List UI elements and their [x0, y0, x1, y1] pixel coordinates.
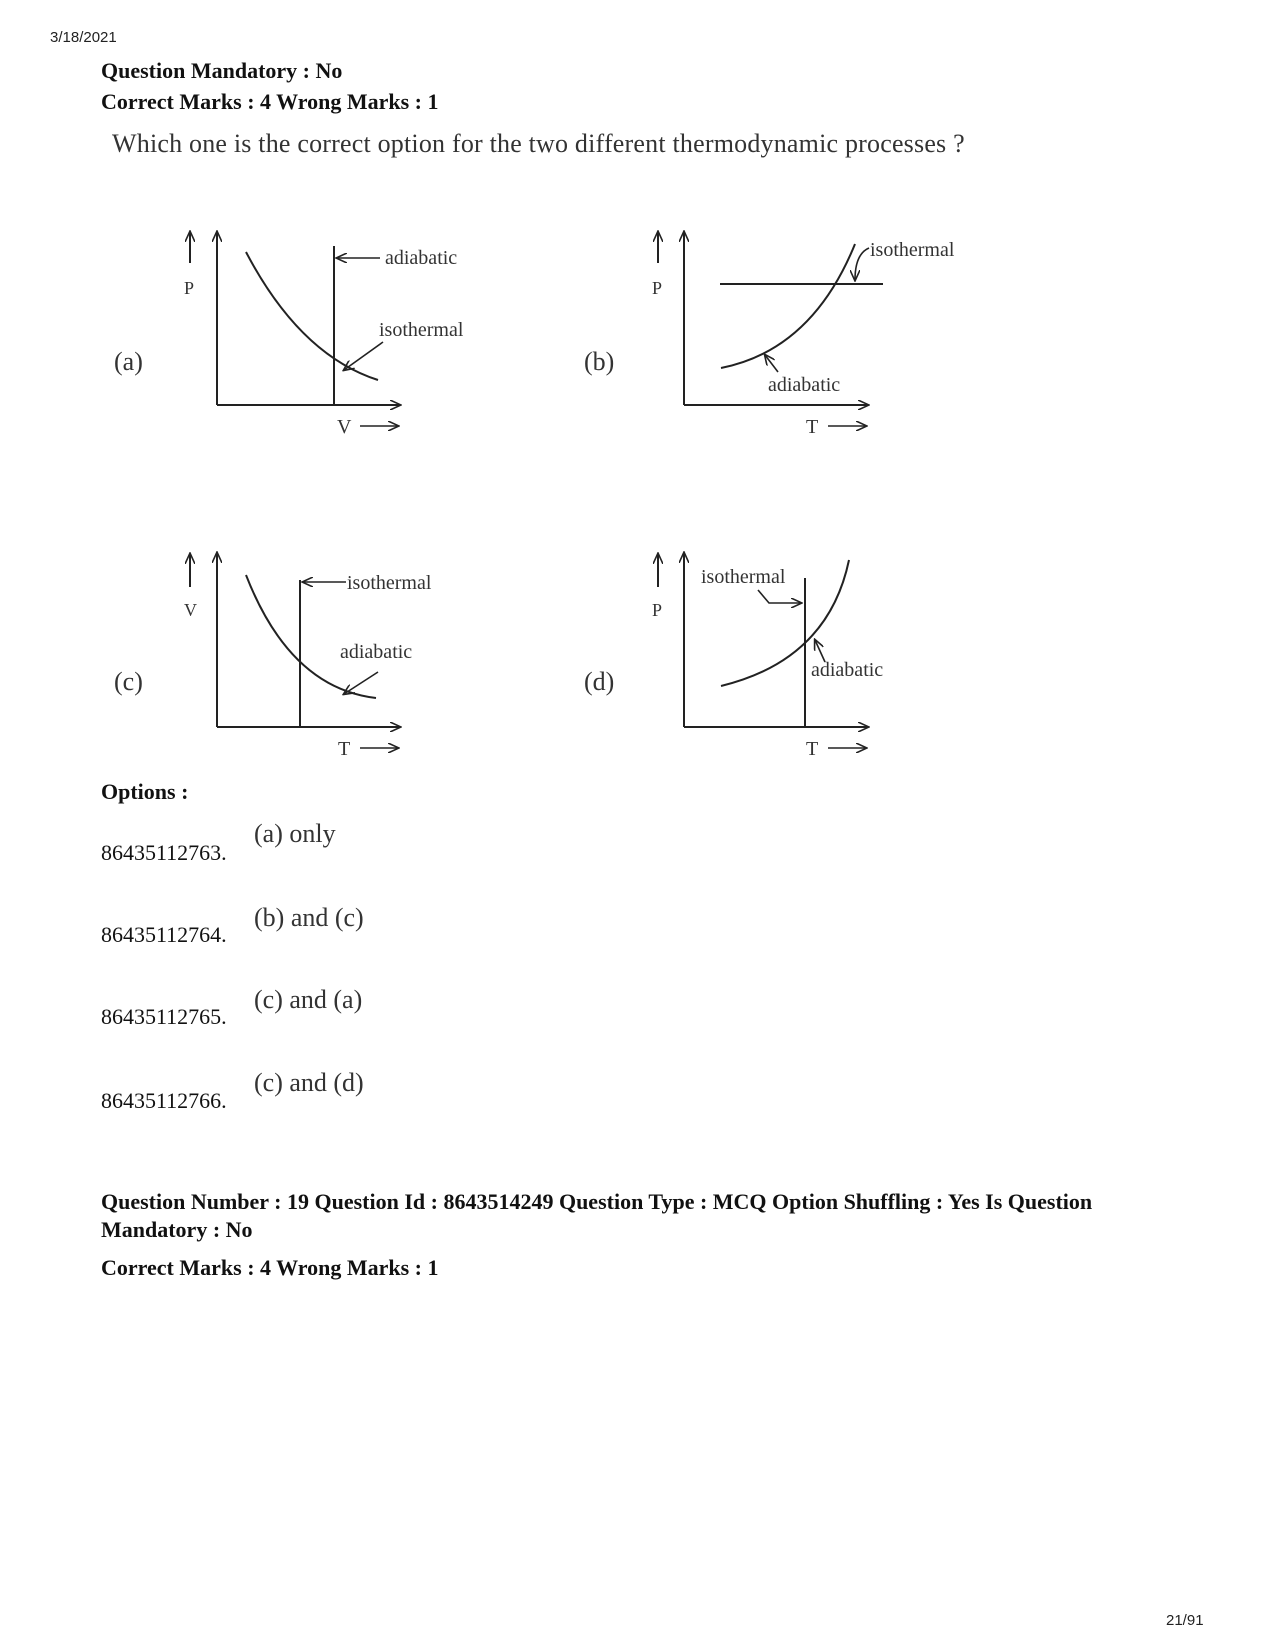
- graph-c-adiabatic-label: adiabatic: [340, 641, 413, 663]
- graph-b-adiabatic-curve: [721, 244, 855, 368]
- option-id: 86435112764.: [101, 922, 227, 947]
- graph-a-label: (a): [114, 347, 143, 376]
- graph-b-isothermal-label: isothermal: [870, 239, 955, 261]
- page-number: 21/91: [1166, 1612, 1204, 1629]
- print-date: 3/18/2021: [50, 29, 117, 46]
- options-heading: Options :: [101, 779, 189, 804]
- option-text: (b) and (c): [254, 903, 364, 932]
- question-text: Which one is the correct option for the two different thermodynamic processes ?: [112, 129, 965, 158]
- option-text: (c) and (a): [254, 985, 363, 1014]
- graph-d-label: (d): [584, 667, 615, 696]
- graph-d-adiabatic-label: adiabatic: [811, 659, 884, 681]
- graph-c-isothermal-label: isothermal: [347, 572, 432, 594]
- graph-a-isothermal-label: isothermal: [379, 319, 464, 341]
- option-text: (a) only: [254, 819, 336, 848]
- graph-c-label: (c): [114, 667, 143, 696]
- graph-a: [190, 232, 400, 426]
- option-text: (c) and (d): [254, 1068, 364, 1097]
- graph-b: [658, 232, 883, 426]
- question-mandatory: Question Mandatory : No: [101, 58, 343, 83]
- graph-d-x-axis: T: [806, 738, 819, 760]
- graph-a-isothermal-curve: [246, 252, 378, 380]
- question-19-header: Question Number : 19 Question Id : 8643514249 Question Type : MCQ Option Shuffling : Yes Is Question Mandatory : No: [101, 1189, 1093, 1242]
- graph-b-label: (b): [584, 347, 615, 376]
- graph-c-y-axis: V: [184, 600, 197, 620]
- graph-b-x-axis: T: [806, 416, 819, 438]
- graph-d-y-axis: P: [652, 600, 663, 620]
- graph-a-adiabatic-label: adiabatic: [385, 247, 458, 269]
- thermodynamic-graphs-figure: [0, 0, 1275, 760]
- option-id: 86435112763.: [101, 840, 227, 865]
- graph-a-y-axis: P: [184, 278, 195, 298]
- graph-a-x-axis: V: [337, 416, 352, 438]
- option-id: 86435112766.: [101, 1088, 227, 1113]
- graph-d-isothermal-label: isothermal: [701, 566, 786, 588]
- graph-b-y-axis: P: [652, 278, 663, 298]
- graph-c-x-axis: T: [338, 738, 351, 760]
- question-19-marks: Correct Marks : 4 Wrong Marks : 1: [101, 1255, 439, 1280]
- graph-b-adiabatic-label: adiabatic: [768, 374, 841, 396]
- question-marks: Correct Marks : 4 Wrong Marks : 1: [101, 89, 439, 114]
- option-id: 86435112765.: [101, 1004, 227, 1029]
